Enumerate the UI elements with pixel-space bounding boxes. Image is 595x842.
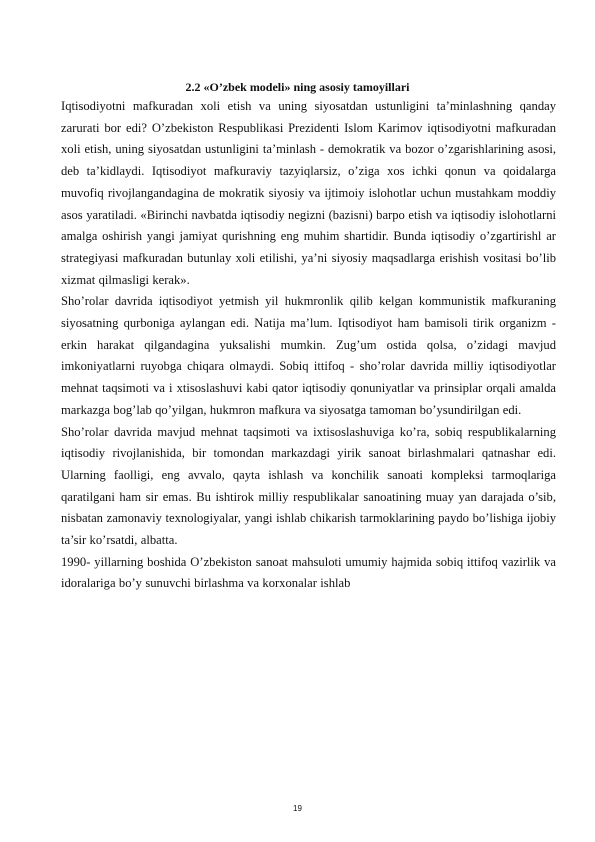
page-number: 19	[293, 804, 302, 813]
paragraph: Iqtisodiyotni mafkuradan xoli etish va uning siyosatdan ustunligini ta’minlashning qanday zarurati bor edi? O’zbekiston Respublikasi Prezidenti Islom Karimov iqtisodiyotni mafkuradan xoli etish, uning siyosatdan ustunligini ta’minlash - demokratik va bozor o’zgarishlarining asosi, deb ta’kidlaydi. Iqtisodiyot mafkuraviy tazyiqlarsiz, o’ziga xos ichki qonun va qoidalarga muvofiq rivojlangandagina de mokratik siyosiy va ijtimoiy islohotlar uchun mustahkam moddiy asos yaratiladi. «Birinchi navbatda iqtisodiy negizni (bazisni) barpo etish va iqtisodiy islohotlarni amalga oshirish yangi jamiyat qurishning eng muhim shartidir. Bunda iqtisodiy o’zgartirishl ar strategiyasi mafkuradan butunlay xoli etilishi, ya’ni siyosiy maqsadlarga erishish vositasi bo’lib xizmat qilmasligi kerak».	[61, 99, 556, 287]
body-text	[61, 96, 556, 595]
paragraph: Sho’rolar davrida iqtisodiyot yetmish yil hukmronlik qilib kelgan kommunistik mafkuraning siyosatning qurboniga aylangan edi. Natija ma’lum. Iqtisodiyot ham bamisoli tirik organizm - erkin harakat qilgandagina yuksalishi mumkin. Zug’um ostida qolsa, o’zidagi mavjud imkoniyatlarni ruyobga chiqara olmaydi. Sobiq ittifoq - sho’rolar davrida milliy iqtisodiyotlar mehnat taqsimoti va i xtisoslashuvi kabi qator iqtisodiy qonuniyatlar va prinsiplar orqali amalda markazga bog’lab qo’yilgan, hukmron mafkura va siyosatga tamoman bo’ysundirilgan edi.	[61, 294, 556, 417]
paragraph: 1990- yillarning boshida O’zbekiston sanoat mahsuloti umumiy hajmida sobiq ittifoq vazirlik va idoralariga bo’y sunuvchi birlashma va korxonalar ishlab	[61, 554, 556, 591]
paragraph: Sho’rolar davrida mavjud mehnat taqsimoti va ixtisoslashuviga ko’ra, sobiq respublikalarning iqtisodiy rivojlanishida, bir tomondan markazdagi yirik sanoat birlashmalari qatnashar edi. Ularning faolligi, eng avvalo, qayta ishlash va konchilik sanoati kompleksi tarmoqlariga qaratilgani ham sir emas. Bu ishtirok milliy respublikalar sanoatining muay yan darajada o’sib, nisbatan zamonaviy texnologiyalar, yangi ishlab chikarish tarmoklarining paydo bo’lishiga ijobiy ta’sir ko’rsatdi, albatta.	[61, 424, 556, 548]
section-heading: 2.2 «O’zbek modeli» ning asosiy tamoyillari	[185, 80, 410, 94]
